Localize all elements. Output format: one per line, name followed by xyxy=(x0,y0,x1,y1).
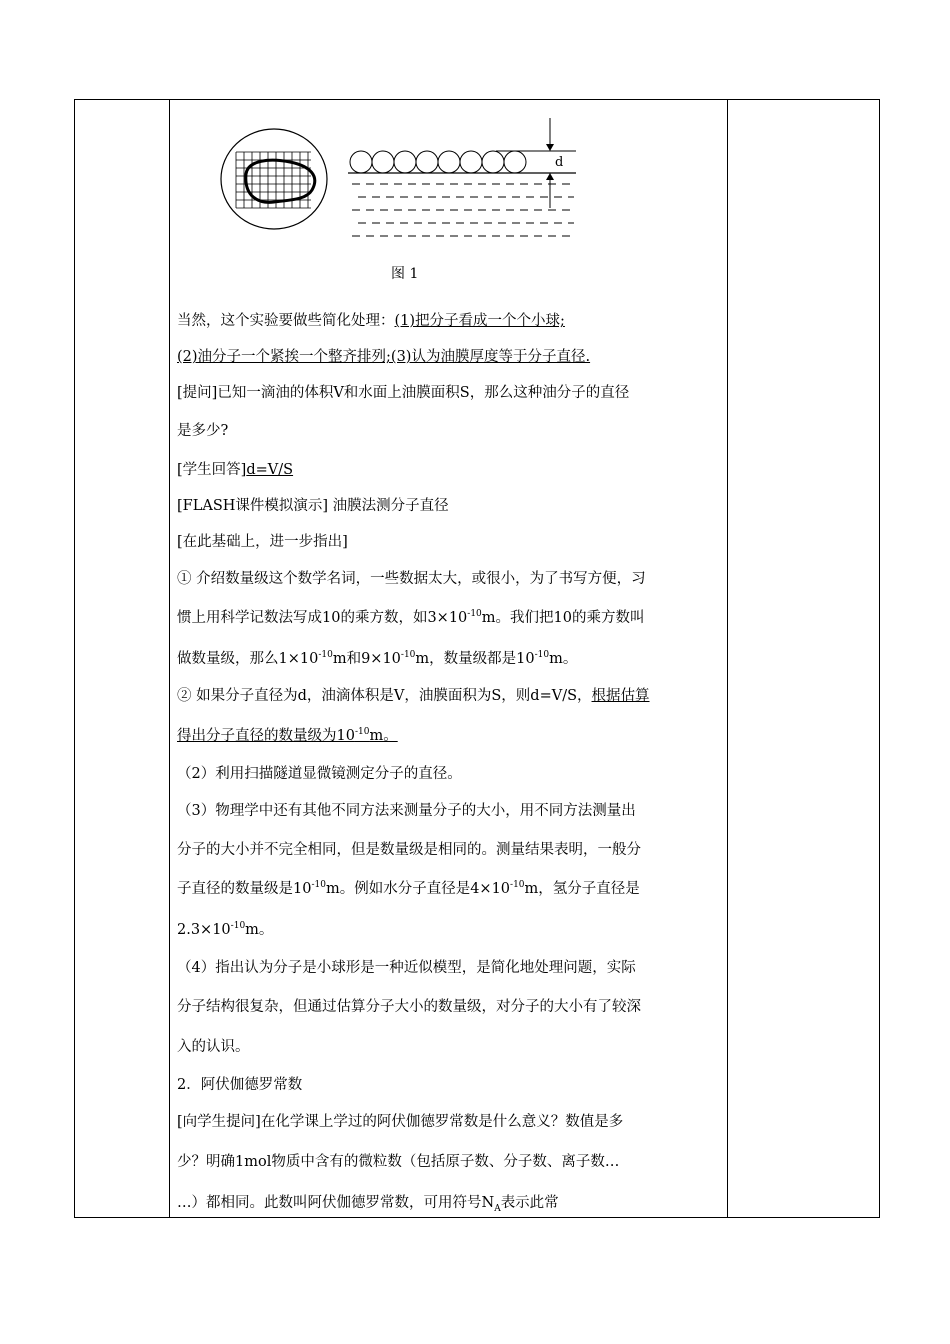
text-line-22: [向学生提问]在化学课上学过的阿伏伽德罗常数是什么意义？数值是多 xyxy=(177,1114,624,1130)
text-line-7: [在此基础上，进一步指出] xyxy=(177,534,348,550)
text-line-13: （2）利用扫描隧道显微镜测定分子的直径。 xyxy=(177,766,462,782)
text-line-19: 分子结构很复杂，但通过估算分子大小的数量级，对分子的大小有了较深 xyxy=(177,999,641,1015)
text-line-2: (2)油分子一个紧挨一个整齐排列;(3)认为油膜厚度等于分子直径. xyxy=(177,349,591,365)
figure-caption: 图 1 xyxy=(391,266,419,282)
text-line-17: $2.3\times 10^{-10}m$。 xyxy=(177,921,274,938)
oil-film-diagram xyxy=(218,112,588,247)
text-line-16: 子直径的数量级是$10^{-10}m$。例如水分子直径是$4\times 10^{-10}m$，氢分子直径是 xyxy=(177,880,640,897)
text-line-20: 入的认识。 xyxy=(177,1039,250,1055)
water-surface xyxy=(352,184,574,236)
column-divider-right xyxy=(727,100,728,1217)
text-line-6: [FLASH课件模拟演示] 油膜法测分子直径 xyxy=(177,498,449,514)
oil-film-outline xyxy=(246,160,315,202)
text-line-18: （4）指出认为分子是小球形是一种近似模型，是简化地处理问题，实际 xyxy=(177,960,636,976)
column-divider-left xyxy=(169,100,170,1217)
text-line-5: [学生回答]d=V/S xyxy=(177,462,294,478)
section-heading-avogadro: 2．阿伏伽德罗常数 xyxy=(177,1077,303,1093)
text-line-12: 得出分子直径的数量级为$10^{-10}m$。 xyxy=(177,727,398,744)
text-line-1: 当然，这个实验要做些简化处理：(1)把分子看成一个个小球; xyxy=(177,313,565,329)
text-line-3: [提问]已知一滴油的体积V和水面上油膜面积S，那么这种油分子的直径 xyxy=(177,385,630,401)
text-line-8: ① 介绍数量级这个数学名词，一些数据太大，或很小，为了书写方便，习 xyxy=(177,571,646,587)
text-line-14: （3）物理学中还有其他不同方法来测量分子的大小，用不同方法测量出 xyxy=(177,803,636,819)
molecule-row xyxy=(350,151,526,173)
text-line-10: 做数量级，那么$1\times 10^{-10}m$和$9\times 10^{-10}m$，数量级都是$10^{-10}m$。 xyxy=(177,650,578,667)
text-line-23: 少？明确1mol物质中含有的微粒数（包括原子数、分子数、离子数… xyxy=(177,1154,620,1170)
text-line-15: 分子的大小并不完全相同，但是数量级是相同的。测量结果表明，一般分 xyxy=(177,842,641,858)
text-line-4: 是多少? xyxy=(177,423,229,439)
text-line-9: 惯上用科学记数法写成10的乘方数，如$3\times 10^{-10}m$。我们把10的乘方数叫 xyxy=(177,609,645,626)
text-line-11: ② 如果分子直径为d，油滴体积是V，油膜面积为S，则d=V/S，根据估算 xyxy=(177,688,650,704)
text-line-24: …）都相同。此数叫阿伏伽德罗常数，可用符号$N_A$表示此常 xyxy=(177,1195,559,1214)
diameter-label: d xyxy=(555,155,564,170)
